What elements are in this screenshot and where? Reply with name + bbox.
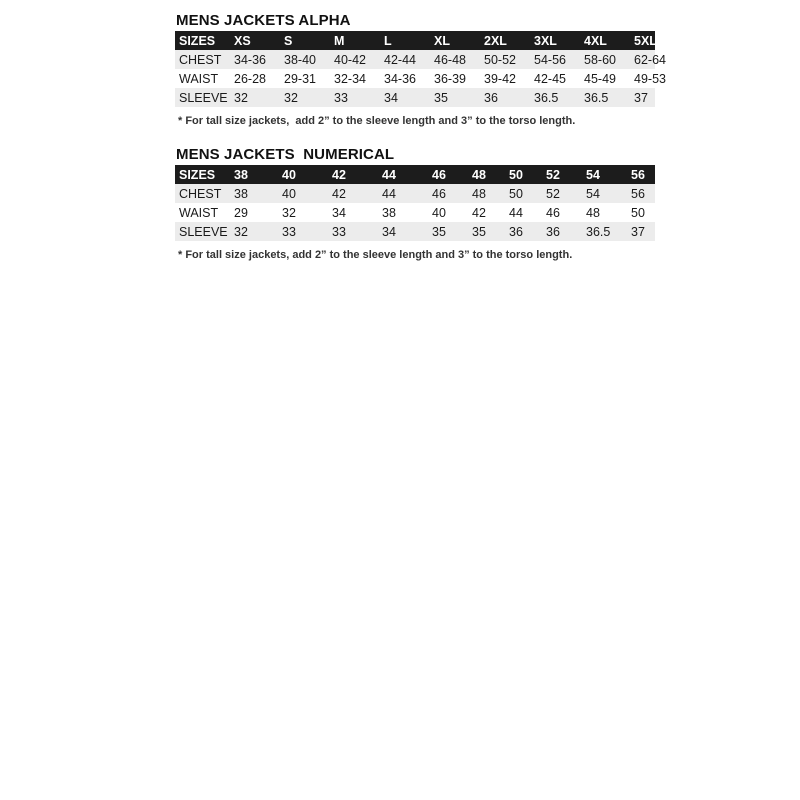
table-cell: 36-39 bbox=[430, 69, 480, 88]
numerical-tall-size-note: * For tall size jackets, add 2” to the sleeve length and 3” to the torso length. bbox=[178, 249, 573, 261]
table-cell: 32 bbox=[230, 222, 278, 241]
header-cell: 2XL bbox=[480, 31, 530, 50]
row-label: SLEEVE bbox=[175, 222, 230, 241]
table-cell: 42-45 bbox=[530, 69, 580, 88]
header-cell: 38 bbox=[230, 165, 278, 184]
table-row bbox=[175, 203, 655, 222]
row-label: WAIST bbox=[175, 69, 230, 88]
table-row bbox=[175, 88, 655, 107]
table-cell: 32 bbox=[230, 88, 280, 107]
table-cell: 36 bbox=[505, 222, 542, 241]
header-cell: 46 bbox=[428, 165, 468, 184]
table-cell: 50-52 bbox=[480, 50, 530, 69]
table-cell: 38-40 bbox=[280, 50, 330, 69]
header-cell: 54 bbox=[582, 165, 627, 184]
table-cell: 29-31 bbox=[280, 69, 330, 88]
table-cell: 54 bbox=[582, 184, 627, 203]
row-label: CHEST bbox=[175, 184, 230, 203]
table-cell: 33 bbox=[330, 88, 380, 107]
table-cell: 50 bbox=[505, 184, 542, 203]
header-cell: XS bbox=[230, 31, 280, 50]
table-cell: 50 bbox=[627, 203, 655, 222]
header-cell: 4XL bbox=[580, 31, 630, 50]
header-cell: 48 bbox=[468, 165, 505, 184]
table-cell: 44 bbox=[505, 203, 542, 222]
table-row bbox=[175, 69, 655, 88]
row-label: SLEEVE bbox=[175, 88, 230, 107]
table-cell: 40 bbox=[428, 203, 468, 222]
table-cell: 44 bbox=[378, 184, 428, 203]
table-cell: 33 bbox=[328, 222, 378, 241]
table-cell: 42 bbox=[328, 184, 378, 203]
table-row bbox=[175, 222, 655, 241]
table-cell: 34 bbox=[328, 203, 378, 222]
table-cell: 36 bbox=[480, 88, 530, 107]
table-cell: 36.5 bbox=[580, 88, 630, 107]
table-cell: 40 bbox=[278, 184, 328, 203]
table-cell: 26-28 bbox=[230, 69, 280, 88]
header-cell: 50 bbox=[505, 165, 542, 184]
table-cell: 36 bbox=[542, 222, 582, 241]
table-cell: 34-36 bbox=[230, 50, 280, 69]
table-cell: 29 bbox=[230, 203, 278, 222]
header-cell: SIZES bbox=[175, 31, 230, 50]
table-row bbox=[175, 184, 655, 203]
table-cell: 49-53 bbox=[630, 69, 655, 88]
header-cell: S bbox=[280, 31, 330, 50]
table-cell: 54-56 bbox=[530, 50, 580, 69]
table-row bbox=[175, 50, 655, 69]
size-chart-sheet bbox=[175, 0, 666, 280]
table-cell: 36.5 bbox=[582, 222, 627, 241]
table-cell: 38 bbox=[230, 184, 278, 203]
alpha-header-row bbox=[175, 31, 655, 50]
table-cell: 48 bbox=[582, 203, 627, 222]
table-cell: 46 bbox=[542, 203, 582, 222]
table-cell: 46-48 bbox=[430, 50, 480, 69]
row-label: WAIST bbox=[175, 203, 230, 222]
table-cell: 52 bbox=[542, 184, 582, 203]
header-cell: 52 bbox=[542, 165, 582, 184]
table-cell: 35 bbox=[428, 222, 468, 241]
header-cell: L bbox=[380, 31, 430, 50]
table-cell: 34-36 bbox=[380, 69, 430, 88]
header-cell: M bbox=[330, 31, 380, 50]
table-cell: 40-42 bbox=[330, 50, 380, 69]
header-cell: 3XL bbox=[530, 31, 580, 50]
table-cell: 37 bbox=[630, 88, 655, 107]
table-cell: 35 bbox=[430, 88, 480, 107]
numerical-header-row bbox=[175, 165, 655, 184]
table-cell: 36.5 bbox=[530, 88, 580, 107]
table-cell: 32 bbox=[280, 88, 330, 107]
alpha-section-title: MENS JACKETS ALPHA bbox=[176, 12, 351, 29]
alpha-tall-size-note: * For tall size jackets, add 2” to the sleeve length and 3” to the torso length. bbox=[178, 115, 576, 127]
row-label: CHEST bbox=[175, 50, 230, 69]
table-cell: 34 bbox=[378, 222, 428, 241]
header-cell: 44 bbox=[378, 165, 428, 184]
table-cell: 46 bbox=[428, 184, 468, 203]
table-cell: 32-34 bbox=[330, 69, 380, 88]
numerical-section-title: MENS JACKETS NUMERICAL bbox=[176, 146, 395, 163]
header-cell: 42 bbox=[328, 165, 378, 184]
table-cell: 56 bbox=[627, 184, 655, 203]
table-cell: 35 bbox=[468, 222, 505, 241]
table-cell: 33 bbox=[278, 222, 328, 241]
header-cell: 40 bbox=[278, 165, 328, 184]
table-cell: 42-44 bbox=[380, 50, 430, 69]
table-cell: 34 bbox=[380, 88, 430, 107]
header-cell: SIZES bbox=[175, 165, 230, 184]
table-cell: 32 bbox=[278, 203, 328, 222]
alpha-size-table bbox=[175, 31, 666, 107]
table-cell: 42 bbox=[468, 203, 505, 222]
header-cell: 5XL bbox=[630, 31, 655, 50]
header-cell: XL bbox=[430, 31, 480, 50]
header-cell: 56 bbox=[627, 165, 655, 184]
table-cell: 58-60 bbox=[580, 50, 630, 69]
table-cell: 37 bbox=[627, 222, 655, 241]
numerical-size-table bbox=[175, 165, 655, 241]
table-cell: 45-49 bbox=[580, 69, 630, 88]
table-cell: 38 bbox=[378, 203, 428, 222]
table-cell: 48 bbox=[468, 184, 505, 203]
table-cell: 39-42 bbox=[480, 69, 530, 88]
table-cell: 62-64 bbox=[630, 50, 655, 69]
